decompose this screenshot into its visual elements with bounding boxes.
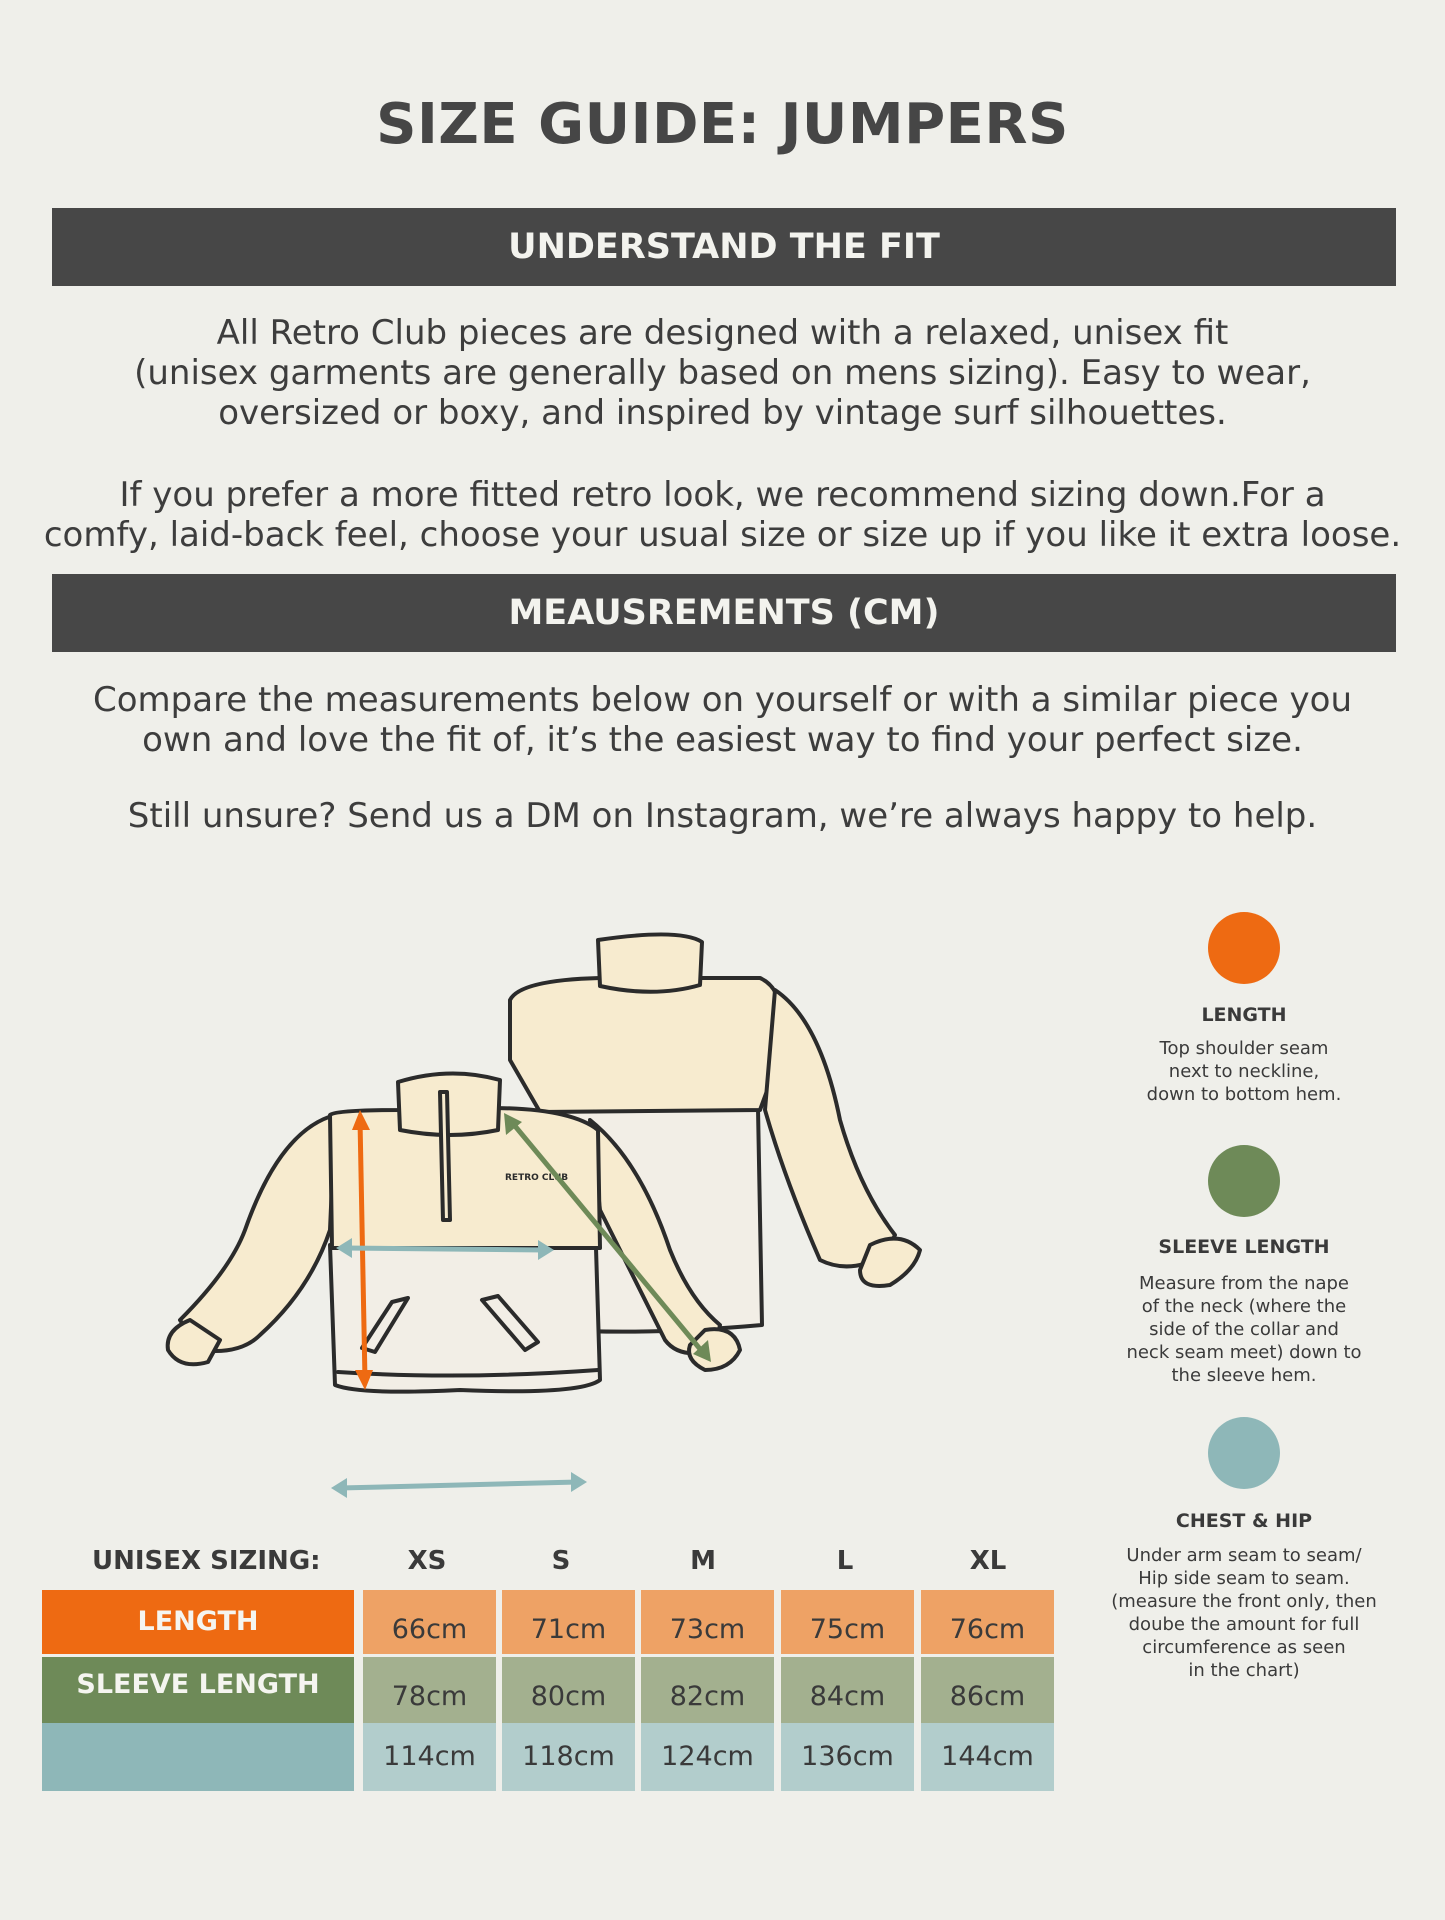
table-cell: 86cm	[921, 1657, 1054, 1723]
legend-line: (measure the front only, then	[1111, 1591, 1377, 1612]
table-cell: 144cm	[921, 1723, 1054, 1791]
table-cell: 118cm	[502, 1723, 635, 1791]
fit-paragraph-1	[0, 313, 1445, 433]
row-label-sleeve-length: SLEEVE LENGTH	[42, 1657, 354, 1723]
legend-sleeve-title: SLEEVE LENGTH	[1158, 1236, 1330, 1258]
table-cell: 71cm	[502, 1590, 635, 1654]
table-cell: 124cm	[641, 1723, 774, 1791]
size-xs: XS	[407, 1546, 447, 1576]
row-label-chest-hip	[42, 1723, 354, 1791]
legend-line: the sleeve hem.	[1171, 1365, 1317, 1386]
length-color-dot	[1208, 912, 1280, 984]
legend-line: next to neckline,	[1168, 1061, 1320, 1082]
size-xl: XL	[969, 1546, 1007, 1576]
legend-line: side of the collar and	[1149, 1319, 1339, 1340]
table-cell: 78cm	[363, 1657, 496, 1723]
legend-line: doube the amount for full	[1128, 1614, 1360, 1635]
size-l: L	[836, 1546, 854, 1576]
measure-line: Compare the measurements below on yourself or with a similar piece you	[93, 680, 1352, 720]
legend-line: circumference as seen	[1142, 1637, 1346, 1658]
fit-line: If you prefer a more fitted retro look, we recommend sizing down.For a	[119, 475, 1326, 515]
legend-line: neck seam meet) down to	[1126, 1342, 1362, 1363]
fit-line: oversized or boxy, and inspired by vintage surf silhouettes.	[218, 393, 1227, 433]
legend-length-title: LENGTH	[1201, 1004, 1287, 1026]
legend-length-desc	[1084, 1037, 1404, 1106]
table-cell: 80cm	[502, 1657, 635, 1723]
size-m: M	[690, 1546, 716, 1576]
table-cell: 84cm	[781, 1657, 914, 1723]
chest-color-dot	[1208, 1417, 1280, 1489]
fit-line: comfy, laid-back feel, choose your usual size or size up if you like it extra loose.	[43, 515, 1402, 555]
size-s: S	[551, 1546, 571, 1576]
fit-line: (unisex garments are generally based on mens sizing). Easy to wear,	[134, 353, 1311, 393]
table-cell: 82cm	[641, 1657, 774, 1723]
measure-paragraph-2: Still unsure? Send us a DM on Instagram, we’re always happy to help.	[127, 796, 1318, 836]
legend-line: Top shoulder seam	[1159, 1038, 1329, 1059]
legend-line: Hip side seam to seam.	[1138, 1568, 1350, 1589]
legend-chest-desc	[1084, 1544, 1404, 1682]
sleeve-color-dot	[1208, 1145, 1280, 1217]
table-cell: 76cm	[921, 1590, 1054, 1654]
legend-chest-title: CHEST & HIP	[1175, 1510, 1313, 1532]
section-heading-measurements: MEAUSREMENTS (CM)	[52, 574, 1396, 652]
page-title: SIZE GUIDE: JUMPERS	[376, 92, 1069, 157]
fit-line: All Retro Club pieces are designed with a relaxed, unisex fit	[216, 313, 1229, 353]
row-label-length: LENGTH	[42, 1590, 354, 1654]
section-heading-fit: UNDERSTAND THE FIT	[52, 208, 1396, 286]
fit-paragraph-2	[0, 475, 1445, 555]
measure-paragraph-1	[0, 680, 1445, 760]
jumper-illustration	[160, 930, 950, 1520]
hip-arrow-icon	[331, 1472, 587, 1498]
table-cell: 114cm	[363, 1723, 496, 1791]
chest-logo: RETRO CLUB	[505, 1173, 569, 1183]
measure-line: own and love the fit of, it’s the easiest way to find your perfect size.	[142, 720, 1303, 760]
unisex-sizing-label: UNISEX SIZING:	[92, 1546, 321, 1576]
legend-line: Under arm seam to seam/	[1126, 1545, 1362, 1566]
legend-line: in the chart)	[1188, 1660, 1300, 1681]
legend-line: down to bottom hem.	[1146, 1084, 1342, 1105]
legend-line: Measure from the nape	[1138, 1273, 1350, 1294]
legend-line: of the neck (where the	[1141, 1296, 1347, 1317]
table-cell: 75cm	[781, 1590, 914, 1654]
table-cell: 73cm	[641, 1590, 774, 1654]
table-cell: 136cm	[781, 1723, 914, 1791]
legend-sleeve-desc	[1084, 1272, 1404, 1387]
table-cell: 66cm	[363, 1590, 496, 1654]
